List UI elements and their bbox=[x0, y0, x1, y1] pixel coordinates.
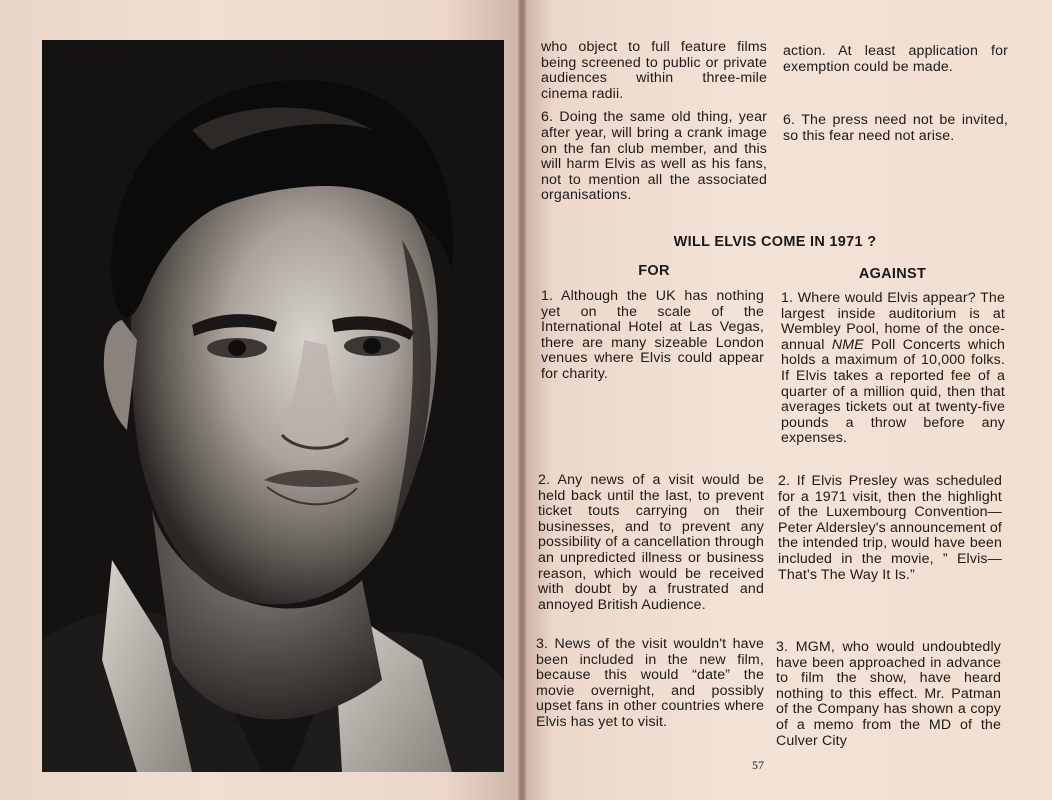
paragraph: 6. Doing the same old thing, year after year, will bring a crank image on the fan club member, and this will harm Elvis as well as his fans, not to mention all the associated organisations. bbox=[541, 109, 767, 204]
section-title: WILL ELVIS COME IN 1971 ? bbox=[673, 234, 877, 250]
against-item-1 bbox=[781, 291, 1005, 447]
page-number: 57 bbox=[752, 758, 764, 772]
portrait-photo-icon bbox=[42, 40, 504, 772]
against-heading: AGAINST bbox=[858, 266, 927, 282]
paragraph: action. At least application for exemption could be made. bbox=[783, 43, 1008, 75]
for-item-2: 2. Any news of a visit would be held back until the last, to prevent ticket touts carrying on their businesses, and to prevent any possibility of a cancellation through an unpredicted illness or business reason, which would be received with doubt by a frustrated and annoyed British Audience. bbox=[538, 472, 764, 613]
for-heading: FOR bbox=[638, 263, 670, 279]
nme-emphasis: NME bbox=[831, 336, 864, 353]
for-item-1: 1. Although the UK has nothing yet on the scale of the International Hotel at Las Vegas, there are many sizeable London venues where Elvis could appear for charity. bbox=[541, 288, 764, 382]
against-item-1-text: 1. Where would Elvis appear? The largest inside auditorium is at Wembley Pool, home of the once-annual bbox=[781, 290, 1005, 353]
top-right-column bbox=[783, 44, 1008, 144]
against-item-3: 3. MGM, who would undoubtedly have been approached in advance to film the show, have heard nothing to this effect. Mr. Patman of the Company has shown a copy of a memo from the MD of the Culver City bbox=[776, 639, 1001, 749]
paragraph: who object to full feature films being screened to public or private audiences within three-mile cinema radii. bbox=[541, 39, 767, 102]
top-left-column bbox=[541, 40, 767, 204]
book-spine bbox=[518, 0, 526, 800]
against-item-1-text-cont: Poll Concerts which holds a maximum of 10,000 folks. If Elvis takes a reported fee of a quarter of a million quid, then that averages tickets out at twenty-five pounds a throw before any expenses. bbox=[781, 336, 1005, 447]
portrait-photo bbox=[42, 40, 504, 772]
paragraph: 6. The press need not be invited, so this fear need not arise. bbox=[783, 112, 1008, 144]
for-item-3: 3. News of the visit wouldn't have been included in the new film, because this would “date” the movie overnight, and possibly upset fans in other countries where Elvis has yet to visit. bbox=[536, 636, 764, 730]
against-item-2: 2. If Elvis Presley was scheduled for a 1971 visit, then the highlight of the Luxembourg Convention—Peter Aldersley's announcement of the intended trip, would have been included in the movie, ” Elvis—That's The Way It Is.” bbox=[778, 473, 1002, 583]
